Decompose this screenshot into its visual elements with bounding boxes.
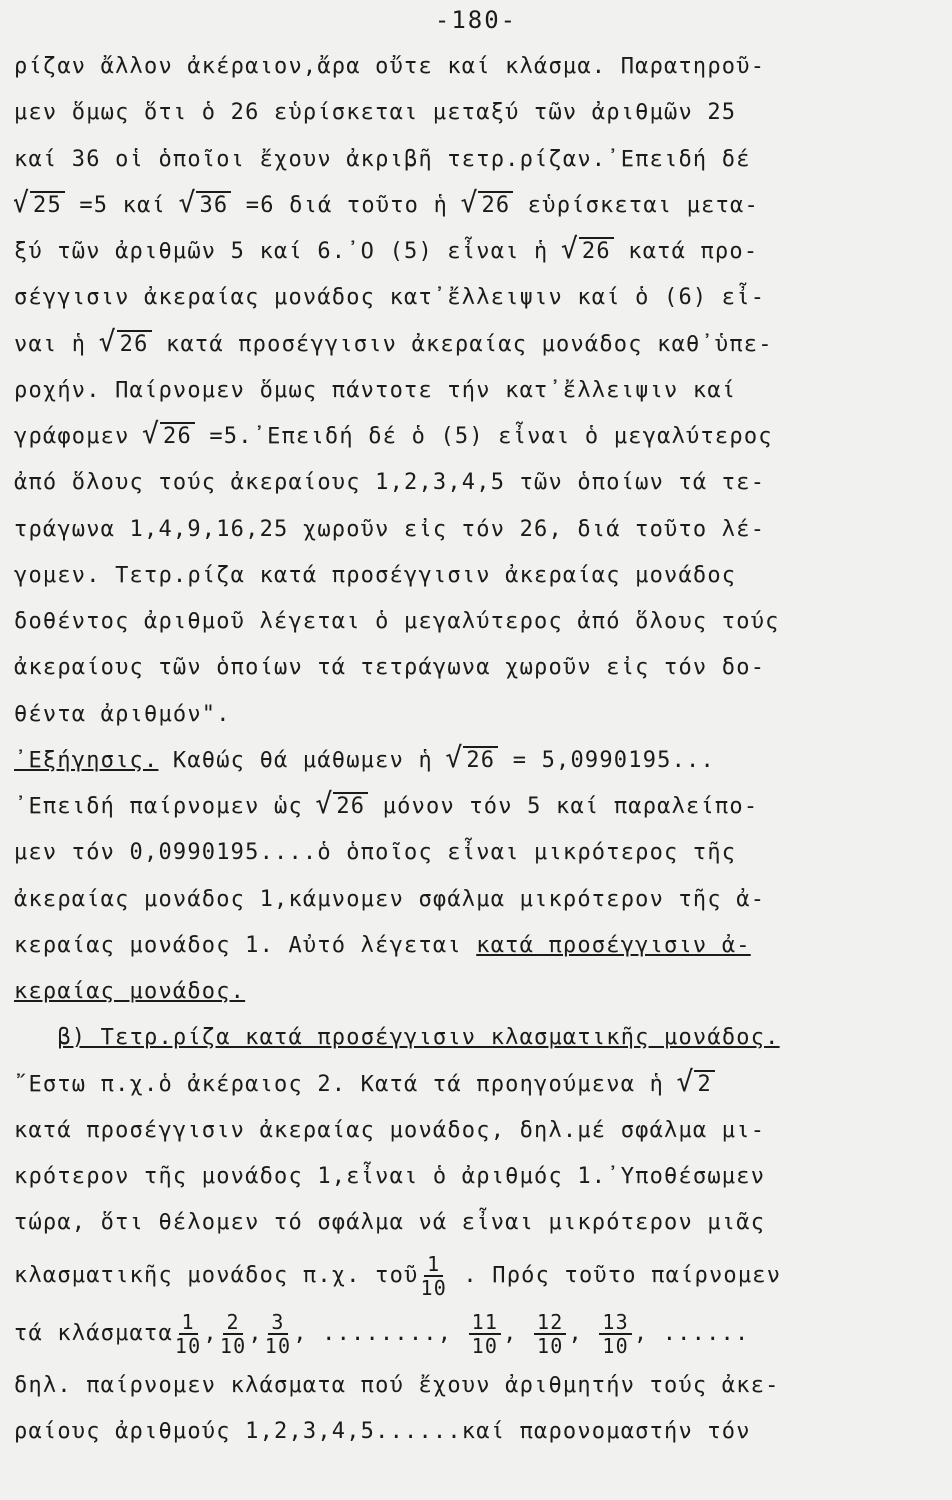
text-run: . Πρός τοῦτο παίρνομεν (448, 1262, 782, 1288)
text-line: ραίους ἀριθμούς 1,2,3,4,5......καί παρονομαστήν τόν (14, 1418, 751, 1444)
section-heading: ᾿Εξήγησις. (14, 747, 159, 773)
text-run: Καθώς θά μάθωμεν ἡ (158, 747, 448, 773)
numerator: 3 (268, 1311, 287, 1335)
text-line: δηλ. παίρνομεν κλάσματα πού ἔχουν ἀριθμητήν τούς ἀκε- (14, 1372, 780, 1398)
text-line: κατά προσέγγισιν ἀκεραίας μονάδος, δηλ.μέ σφάλμα μι- (14, 1117, 766, 1143)
denominator: 10 (602, 1333, 629, 1358)
text-run: εὑρίσκεται μετα- (513, 192, 759, 218)
text-run: τά κλάσματα (14, 1320, 173, 1346)
denominator: 10 (536, 1333, 564, 1358)
square-root: √ 26 (333, 792, 368, 820)
text-line: μεν τόν 0,0990195....ὁ ὁποῖος εἶναι μικρότερος τῆς (14, 840, 737, 866)
text-line: κρότερον τῆς μονάδος 1,εἶναι ὁ ἀριθμός 1.᾿Υποθέσωμεν (14, 1164, 766, 1189)
fraction (469, 1311, 501, 1357)
denominator: 10 (219, 1333, 247, 1358)
square-root: √ 25 (30, 191, 65, 219)
text-run: ναι ἡ (14, 331, 101, 357)
text-line: σέγγισιν ἀκεραίας μονάδος κατ᾿ἔλλειψιν καί ὁ (6) εἶ- (14, 285, 766, 311)
fraction (420, 1253, 446, 1299)
text-run: =5.᾿Επειδή δέ ὁ (5) εἶναι ὁ μεγαλύτερος (194, 424, 773, 449)
text-run: κλασματικῆς μονάδος π.χ. τοῦ (14, 1262, 419, 1288)
text-line: θέντα ἀριθμόν". (14, 701, 231, 727)
underlined-term: κατά προσέγγισιν ἀ- (476, 932, 751, 958)
fraction (220, 1311, 246, 1357)
text-line (14, 1062, 942, 1108)
text-line (14, 969, 942, 1015)
text-line: τράγωνα 1,4,9,16,25 χωροῦν εἰς τόν 26, διά τοῦτο λέ- (14, 516, 766, 542)
subsection-heading: β) Τετρ.ρίζα κατά προσέγγισιν κλασματικῆς μονάδος. (57, 1025, 780, 1051)
text-run: , ........, (293, 1320, 467, 1346)
fraction (599, 1311, 631, 1357)
text-run: , (248, 1320, 263, 1346)
square-root: √ 2 (694, 1070, 714, 1098)
text-line (14, 414, 942, 460)
text-line: ἀκεραίας μονάδος 1,κάμνομεν σφάλμα μικρότερον τῆς ἀ- (14, 886, 766, 912)
text-run: κεραίας μονάδος 1. Αὐτό λέγεται (14, 932, 477, 958)
text-run: ξύ τῶν ἀριθμῶν 5 καί 6.᾿Ο (5) εἶναι ἡ (14, 239, 563, 264)
denominator: 10 (264, 1333, 292, 1358)
text-line: γομεν. Τετρ.ρίζα κατά προσέγγισιν ἀκεραίας μονάδος (14, 562, 737, 588)
page-number: -180- (434, 6, 518, 34)
square-root: √ 26 (160, 422, 195, 450)
text-run: κατά προ- (613, 239, 759, 264)
text-run: =6 διά τοῦτο ἡ (231, 192, 463, 218)
fraction (534, 1311, 566, 1357)
text-line (14, 1247, 942, 1305)
numerator: 1 (179, 1311, 198, 1335)
text-line (14, 183, 942, 229)
text-line (14, 1305, 942, 1363)
text-line: τώρα, ὅτι θέλομεν τό σφάλμα νά εἶναι μικρότερον μιᾶς (14, 1210, 766, 1236)
square-root: √ 26 (117, 330, 152, 358)
text-run: , (203, 1320, 218, 1346)
numerator: 2 (223, 1311, 242, 1335)
text-run: ᾿Επειδή παίρνομεν ὡς (14, 794, 318, 819)
text-run: μόνον τόν 5 καί παραλείπο- (368, 794, 759, 819)
text-run: , (568, 1320, 598, 1346)
fraction (265, 1311, 291, 1357)
text-run: =5 καί (64, 192, 181, 218)
text-run: = 5,0990195... (498, 747, 715, 773)
numerator: 1 (424, 1253, 443, 1277)
text-line: ροχήν. Παίρνομεν ὅμως πάντοτε τήν κατ᾿ἔλλειψιν καί (14, 377, 737, 403)
text-run: ῎Εστω π.χ.ὁ ἀκέραιος 2. Κατά τά προηγούμενα ἡ (14, 1071, 679, 1097)
fraction (175, 1311, 201, 1357)
text-line (14, 229, 942, 275)
text-line: μεν ὅμως ὅτι ὁ 26 εὑρίσκεται μεταξύ τῶν ἀριθμῶν 25 (14, 100, 737, 126)
square-root: √ 26 (463, 746, 498, 774)
document-body (14, 44, 942, 1455)
denominator: 10 (471, 1333, 499, 1358)
text-run: κατά προσέγγισιν ἀκεραίας μονάδος καθ᾿ὑπε- (151, 331, 773, 357)
underlined-term: κεραίας μονάδος. (14, 979, 246, 1004)
denominator: 10 (420, 1275, 447, 1300)
denominator: 10 (174, 1333, 202, 1358)
text-line (14, 738, 942, 784)
square-root: √ 36 (196, 191, 231, 219)
text-line (14, 1015, 942, 1061)
text-line (14, 322, 942, 368)
text-line: ἀκεραίους τῶν ὁποίων τά τετράγωνα χωροῦν εἰς τόν δο- (14, 655, 766, 681)
text-run: , (503, 1320, 532, 1346)
text-line (14, 784, 942, 830)
text-run: , ...... (633, 1320, 750, 1346)
numerator: 13 (599, 1311, 631, 1335)
text-line (14, 923, 942, 969)
text-line: καί 36 οἱ ὁποῖοι ἔχουν ἀκριβῆ τετρ.ρίζαν.᾿Επειδή δέ (14, 146, 751, 172)
numerator: 12 (534, 1311, 566, 1335)
numerator: 11 (469, 1311, 501, 1335)
text-line: ἀπό ὅλους τούς ἀκεραίους 1,2,3,4,5 τῶν ὁποίων τά τε- (14, 470, 766, 496)
square-root: √ 26 (579, 237, 614, 265)
square-root: √ 26 (478, 191, 513, 219)
text-run: γράφομεν (14, 424, 145, 449)
indent (14, 1025, 57, 1050)
text-line: δοθέντος ἀριθμοῦ λέγεται ὁ μεγαλύτερος ἀπό ὅλους τούς (14, 609, 780, 634)
text-line: ρίζαν ἄλλον ἀκέραιον,ἄρα οὔτε καί κλάσμα. Παρατηροῦ- (14, 54, 766, 79)
